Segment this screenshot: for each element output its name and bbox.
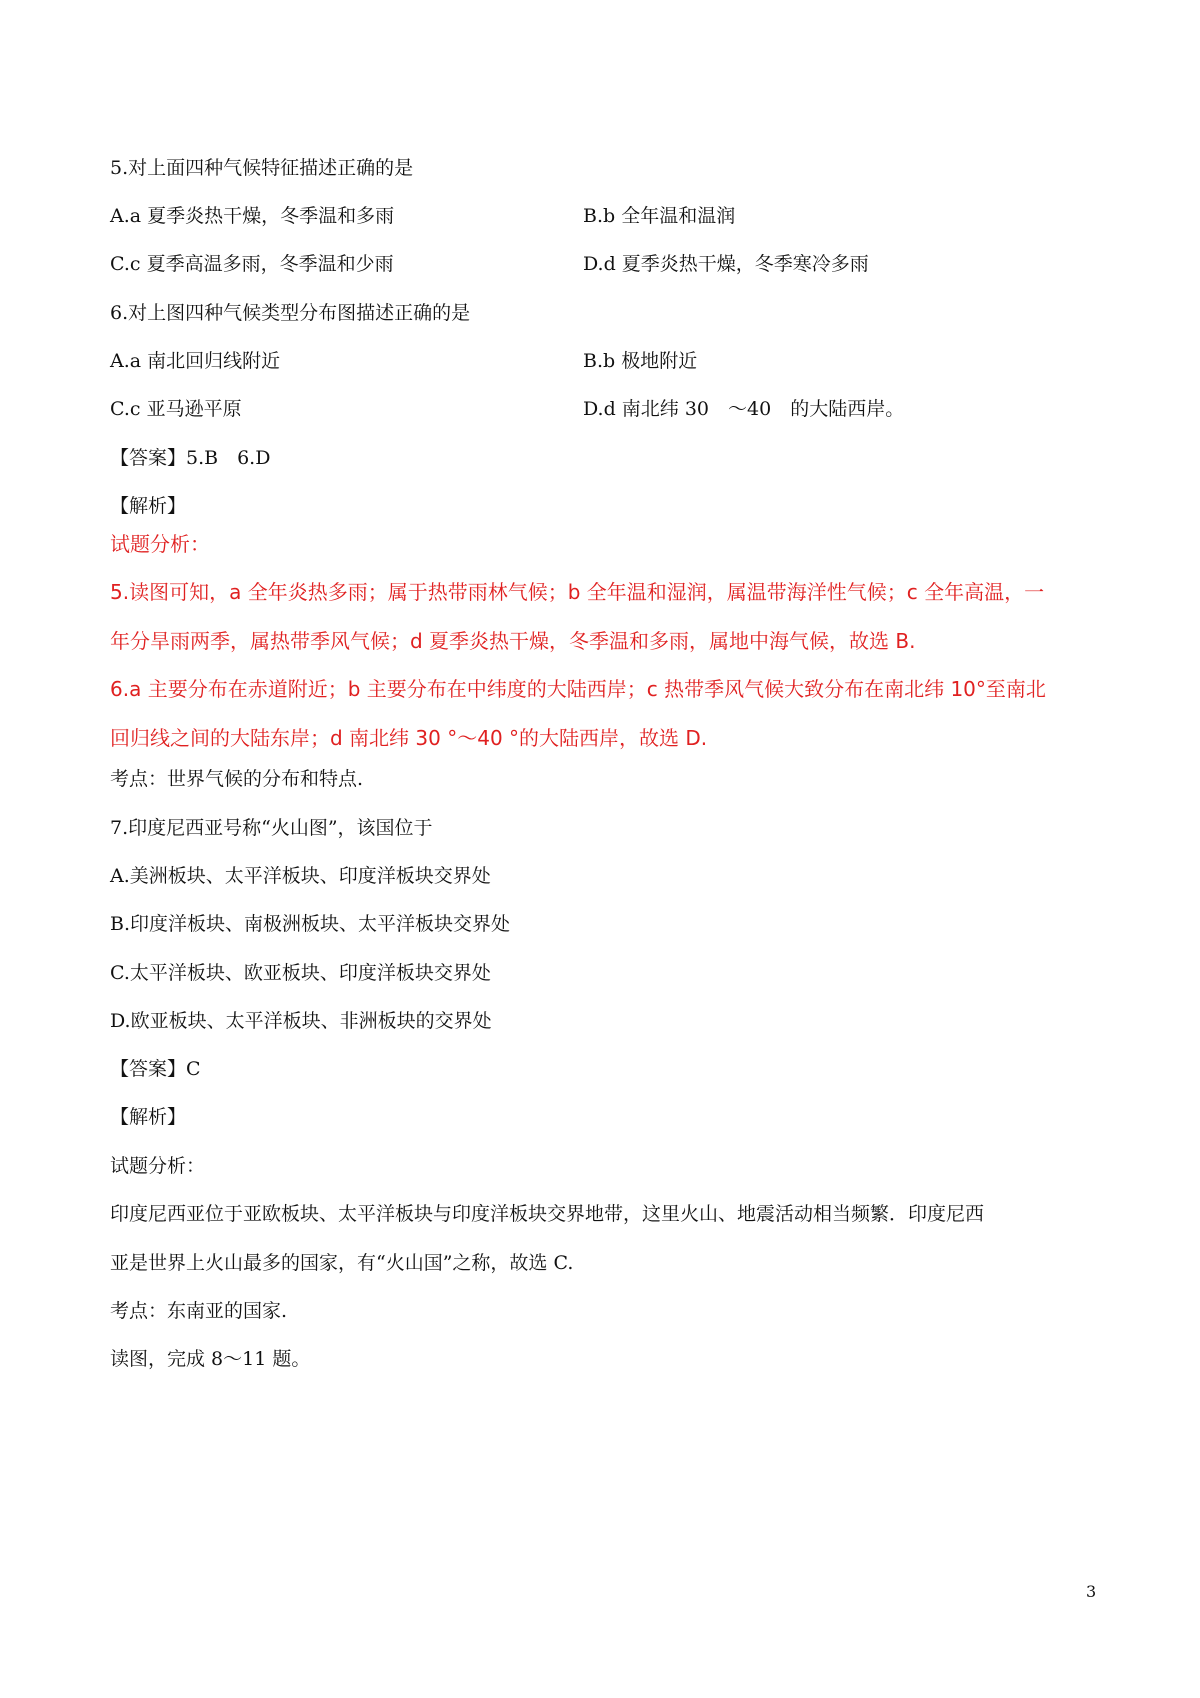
answer-5-6: 【答案】5.B 6.D [110, 447, 271, 469]
question-7-option-d: D.欧亚板块、太平洋板块、非洲板块的交界处 [110, 1010, 492, 1032]
answer-7: 【答案】C [110, 1058, 201, 1080]
analysis-heading-5-6: 【解析】 [110, 495, 187, 517]
analysis-line: 印度尼西亚位于亚欧板块、太平洋板块与印度洋板块交界地带，这里火山、地震活动相当频繁．印度尼西 [110, 1203, 985, 1225]
analysis-subheading-5-6: 试题分析： [110, 532, 210, 556]
page-number: 3 [1086, 1582, 1097, 1601]
analysis-heading-7: 【解析】 [110, 1106, 187, 1128]
question-6-option-b: B.b 极地附近 [583, 350, 698, 372]
kaodian-5-6: 考点：世界气候的分布和特点. [110, 768, 364, 790]
analysis-line: 亚是世界上火山最多的国家，有“火山国”之称，故选 C. [110, 1252, 574, 1274]
question-5-option-b: B.b 全年温和温润 [583, 205, 736, 227]
question-6-option-d: D.d 南北纬 30 ～40 的大陆西岸。 [583, 398, 905, 420]
question-5-stem: 5.对上面四种气候特征描述正确的是 [110, 157, 414, 179]
question-6-option-a: A.a 南北回归线附近 [110, 350, 281, 372]
analysis-line: 6.a 主要分布在赤道附近；b 主要分布在中纬度的大陆西岸；c 热带季风气候大致分布在南北纬 10°至南北 [110, 677, 1046, 701]
analysis-line: 5.读图可知，a 全年炎热多雨；属于热带雨林气候；b 全年温和湿润，属温带海洋性气候；c 全年高温，一 [110, 580, 1045, 604]
question-5-option-a: A.a 夏季炎热干燥，冬季温和多雨 [110, 205, 395, 227]
question-6-option-c: C.c 亚马逊平原 [110, 398, 242, 420]
question-7-option-c: C.太平洋板块、欧亚板块、印度洋板块交界处 [110, 962, 491, 984]
question-6-stem: 6.对上图四种气候类型分布图描述正确的是 [110, 302, 471, 324]
instruction-8-11: 读图，完成 8～11 题。 [110, 1348, 311, 1370]
analysis-subheading-7: 试题分析： [110, 1155, 206, 1177]
question-5-option-c: C.c 夏季高温多雨，冬季温和少雨 [110, 253, 394, 275]
analysis-line: 年分旱雨两季，属热带季风气候；d 夏季炎热干燥，冬季温和多雨，属地中海气候，故选 B. [110, 629, 916, 653]
kaodian-7: 考点：东南亚的国家. [110, 1300, 288, 1322]
analysis-line: 回归线之间的大陆东岸；d 南北纬 30 °～40 °的大陆西岸，故选 D. [110, 726, 708, 750]
question-7-stem: 7.印度尼西亚号称“火山图”，该国位于 [110, 817, 433, 839]
question-7-option-a: A.美洲板块、太平洋板块、印度洋板块交界处 [110, 865, 491, 887]
question-5-option-d: D.d 夏季炎热干燥，冬季寒冷多雨 [583, 253, 869, 275]
question-7-option-b: B.印度洋板块、南极洲板块、太平洋板块交界处 [110, 913, 511, 935]
